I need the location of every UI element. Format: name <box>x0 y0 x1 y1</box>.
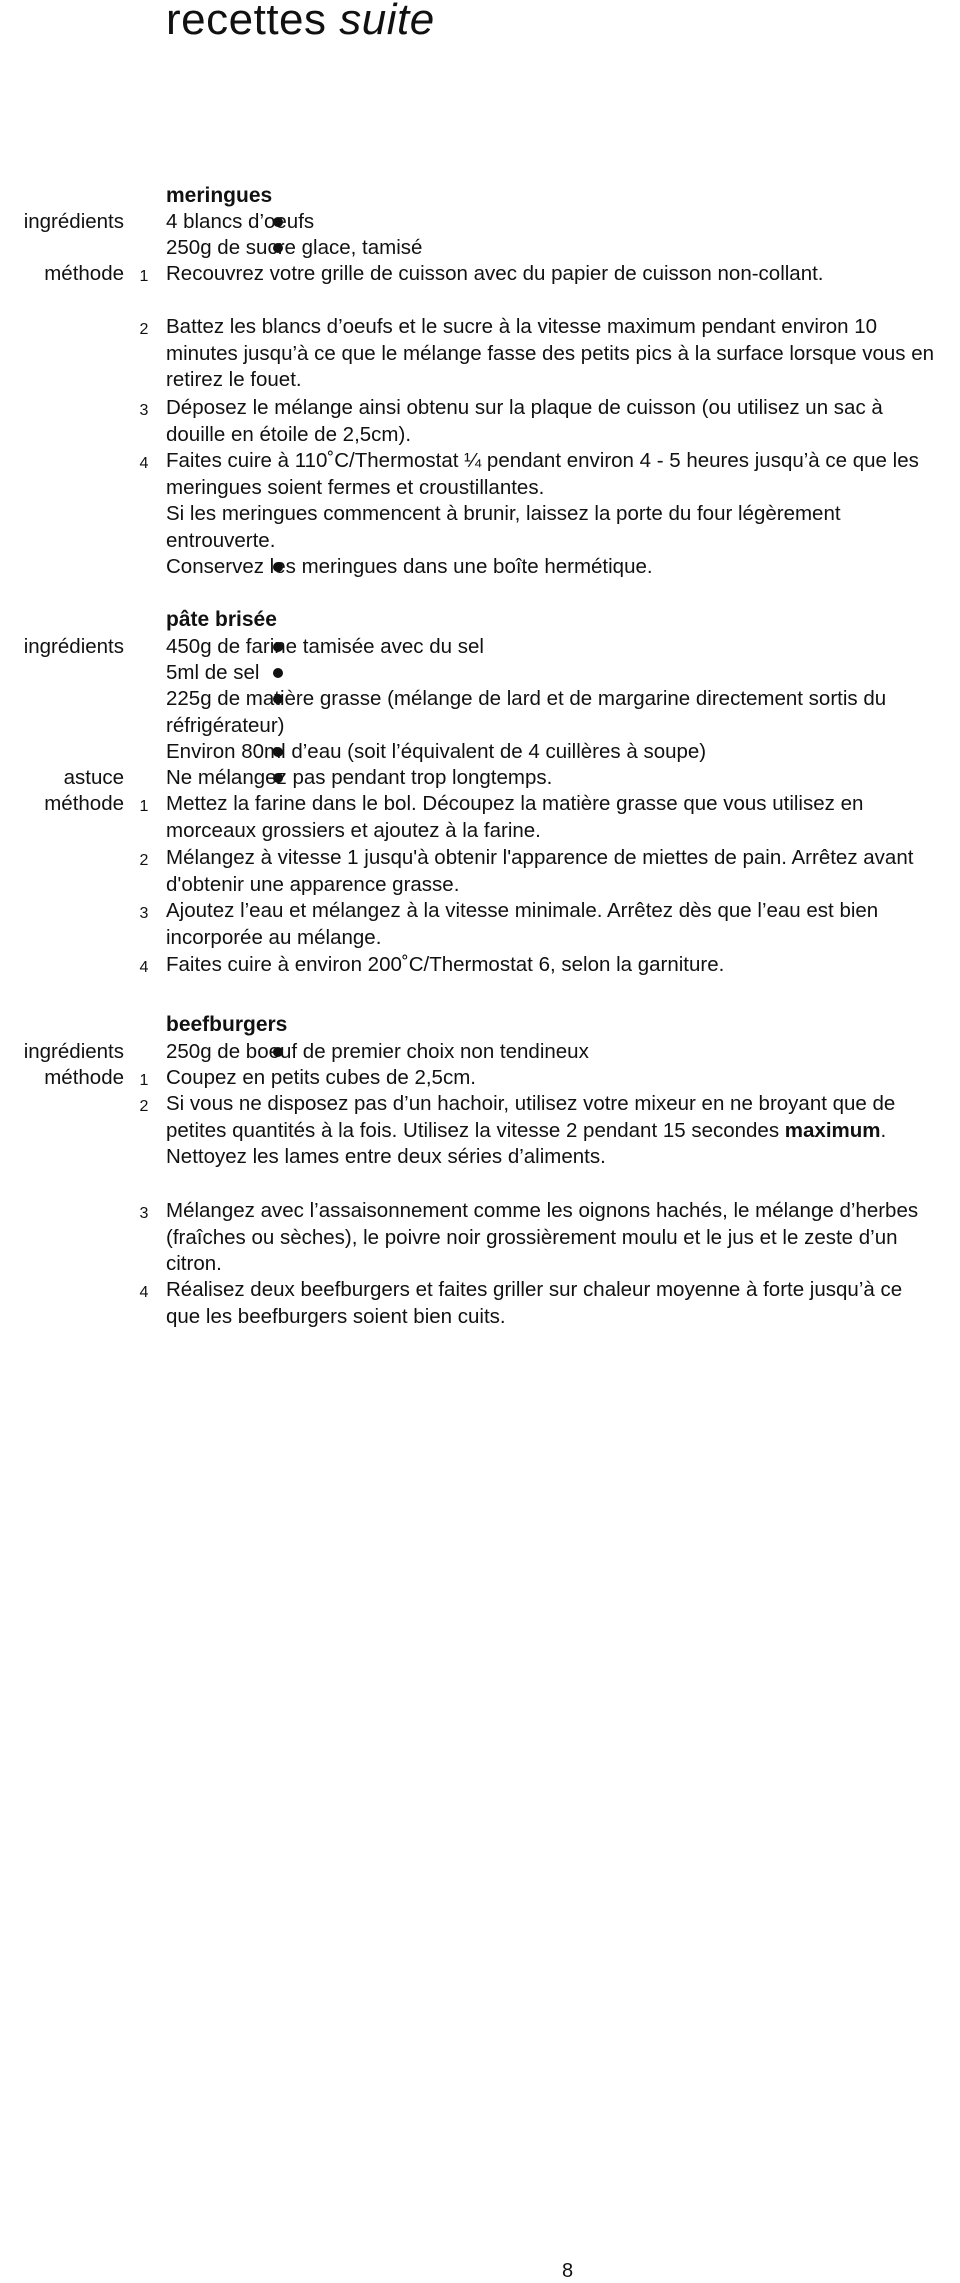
recipe-title: meringues <box>166 184 273 207</box>
step-number: 1 <box>139 798 149 815</box>
item-text: Mélangez avec l’assaisonnement comme les oignons hachés, le mélange d’herbes (fraîches ou sèches), le poivre noir grossièrement moulu et le jus et le zeste d’un citron. <box>166 1199 919 1275</box>
item-text: Faites cuire à 110˚C/Thermostat ¼ pendant environ 4 - 5 heures jusqu’à ce que les meringues soient fermes et croustillantes. <box>166 449 919 499</box>
item-text: Mélangez à vitesse 1 jusqu'à obtenir l'apparence de miettes de pain. Arrêtez avant d'obtenir une apparence grasse. <box>166 846 914 896</box>
step-number: 3 <box>139 1205 149 1222</box>
step-number: 3 <box>139 905 149 922</box>
step-number: 4 <box>139 455 149 472</box>
section-label-method: méthode <box>44 1066 124 1089</box>
section-label-tip: astuce <box>63 766 124 789</box>
item-text: 250g de boeuf de premier choix non tendineux <box>166 1040 589 1063</box>
step-number: 2 <box>139 321 149 338</box>
item-text: 225g de matière grasse (mélange de lard et de margarine directement sortis du réfrigérateur) <box>166 687 887 737</box>
step-number: 2 <box>139 1098 149 1115</box>
item-text <box>166 1091 942 1171</box>
item-text: 4 blancs d’oeufs <box>166 210 315 233</box>
page-title <box>166 0 435 46</box>
item-text: 250g de sucre glace, tamisé <box>166 236 423 259</box>
section-label-method: méthode <box>44 262 124 285</box>
item-text-part: Si vous ne disposez pas d’un hachoir, utilisez votre mixeur en ne broyant que de petites quantités à la fois. Utilisez la vitesse 2 pendant 15 secondes <box>166 1092 896 1142</box>
item-text: Ajoutez l’eau et mélangez à la vitesse minimale. Arrêtez dès que l’eau est bien incorporée au mélange. <box>166 899 879 949</box>
section-label-ingredients: ingrédients <box>23 635 124 658</box>
section-label-method: méthode <box>44 792 124 815</box>
step-number: 4 <box>139 1284 149 1301</box>
item-text: Recouvrez votre grille de cuisson avec du papier de cuisson non-collant. <box>166 262 824 285</box>
page-title-suffix: suite <box>339 0 435 44</box>
item-text: Battez les blancs d’oeufs et le sucre à la vitesse maximum pendant environ 10 minutes jusqu’à ce que le mélange fasse des petits pics à la surface lorsque vous en retirez le fouet. <box>166 315 935 391</box>
item-text: Mettez la farine dans le bol. Découpez la matière grasse que vous utilisez en morceaux grossiers et ajoutez à la farine. <box>166 792 864 842</box>
step-number: 1 <box>139 268 149 285</box>
item-text: Réalisez deux beefburgers et faites griller sur chaleur moyenne à forte jusqu’à ce que les beefburgers soient bien cuits. <box>166 1278 903 1328</box>
item-text: Ne mélangez pas pendant trop longtemps. <box>166 766 553 789</box>
item-text: 450g de farine tamisée avec du sel <box>166 635 484 658</box>
item-text: Coupez en petits cubes de 2,5cm. <box>166 1066 476 1089</box>
emphasis-text: maximum <box>784 1118 881 1142</box>
item-text: Si les meringues commencent à brunir, laissez la porte du four légèrement entrouverte. <box>166 502 841 552</box>
item-text: Environ 80ml d’eau (soit l’équivalent de 4 cuillères à soupe) <box>166 740 707 763</box>
item-text-part: . Nettoyez les lames entre deux séries d’aliments. <box>166 1118 887 1168</box>
item-text: Conservez les meringues dans une boîte hermétique. <box>166 555 653 578</box>
step-number: 4 <box>139 959 149 976</box>
recipe-title: pâte brisée <box>166 608 277 631</box>
step-number: 1 <box>139 1072 149 1089</box>
section-label-ingredients: ingrédients <box>23 1040 124 1063</box>
page-title-main: recettes <box>166 0 340 44</box>
item-text: 5ml de sel <box>166 661 260 684</box>
page-number: 8 <box>562 2260 574 2282</box>
step-number: 3 <box>139 402 149 419</box>
section-label-ingredients: ingrédients <box>23 210 124 233</box>
item-text: Faites cuire à environ 200˚C/Thermostat 6, selon la garniture. <box>166 953 725 976</box>
item-text: Déposez le mélange ainsi obtenu sur la plaque de cuisson (ou utilisez un sac à douille en étoile de 2,5cm). <box>166 396 883 446</box>
step-number: 2 <box>139 852 149 869</box>
recipe-title: beefburgers <box>166 1013 288 1036</box>
